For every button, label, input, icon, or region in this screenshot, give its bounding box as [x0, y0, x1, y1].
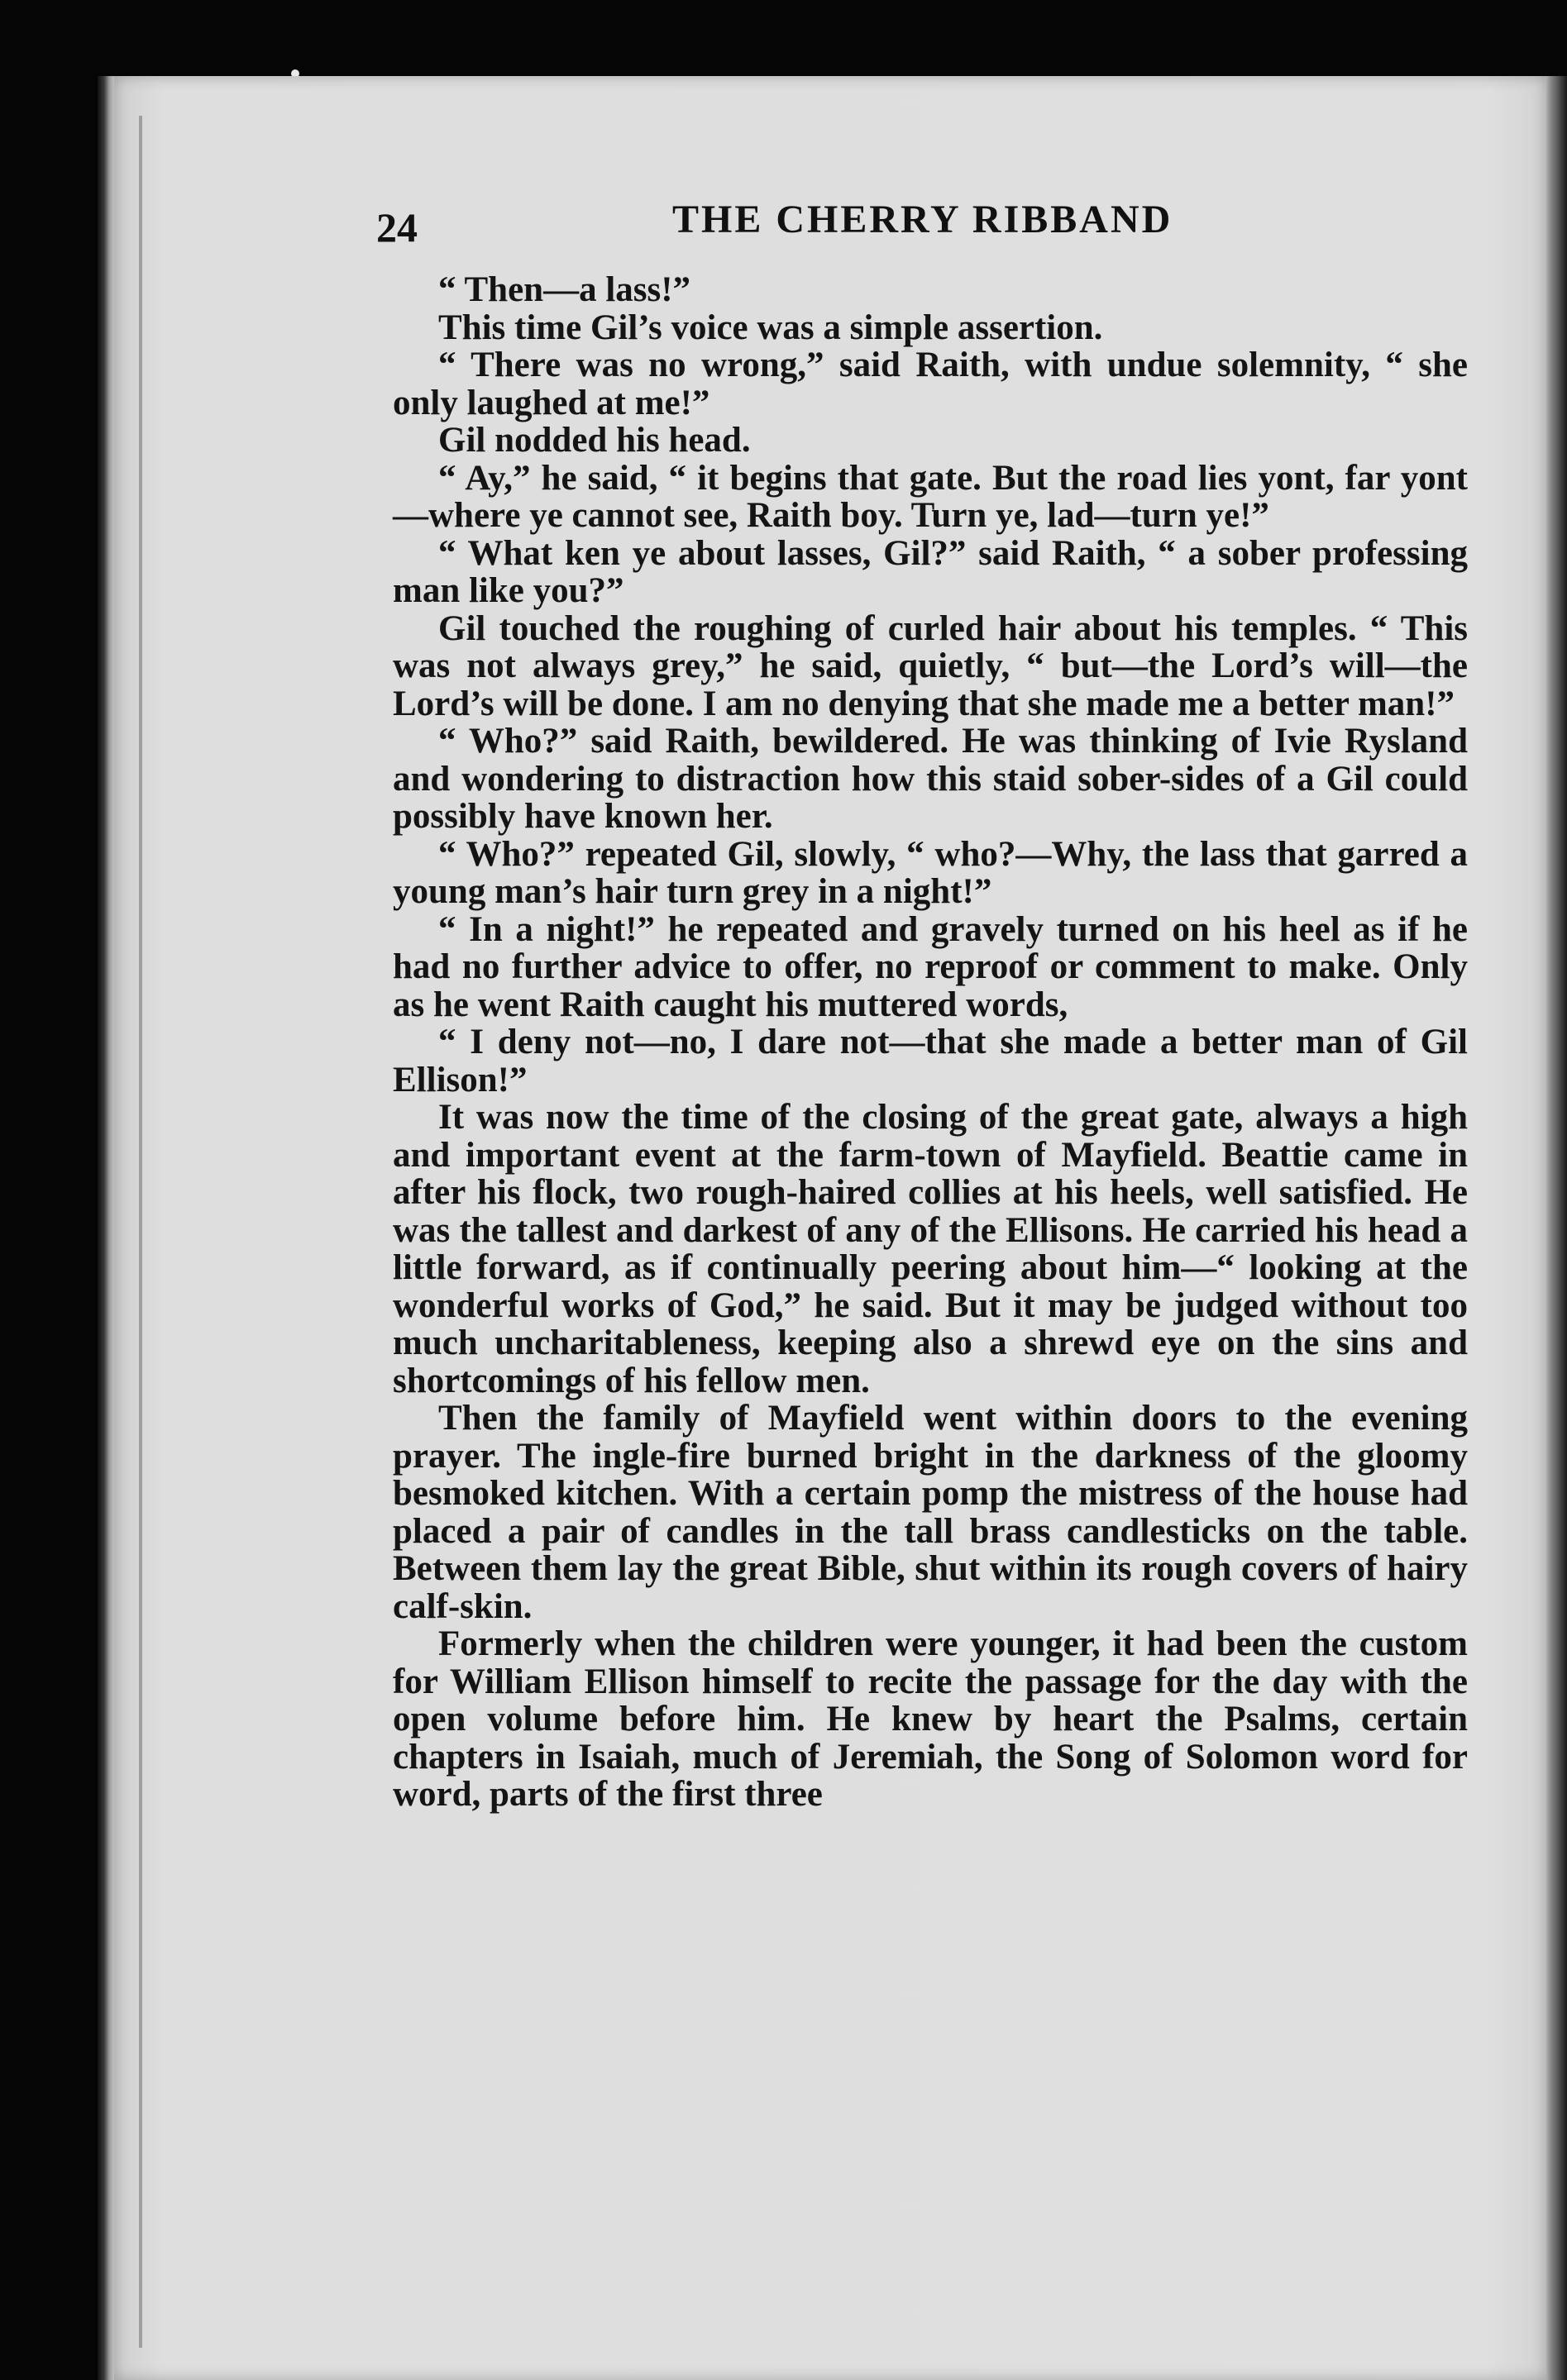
paragraph: “ There was no wrong,” said Raith, with undue solemnity, “ she only laughed at me!” — [393, 346, 1468, 422]
paragraph: “ Then—a lass!” — [438, 270, 691, 309]
binding-shadow-line — [139, 116, 142, 2348]
paragraph: “ In a night!” he repeated and gravely turned on his heel as if he had no further advice to offer, no reproof or comment to make. Only as he went Raith caught his muttered words, — [393, 909, 1468, 1024]
paragraph: “ What ken ye about lasses, Gil?” said Raith, “ a sober professing man like you?” — [393, 533, 1468, 610]
paragraph: Gil touched the roughing of curled hair about his temples. “ This was not always grey,” he said, quietly, “ but—the Lord’s will—the Lord’s will be done. I am no denying that she made me a better man!” — [393, 608, 1468, 723]
paragraph: “ Who?” repeated Gil, slowly, “ who?—Why, the lass that garred a young man’s hair turn grey in a night!” — [393, 834, 1468, 911]
body-text — [393, 271, 1468, 1814]
paragraph: “ Who?” said Raith, bewildered. He was thinking of Ivie Rysland and wondering to distraction how this staid sober-sides of a Gil could possibly have known her. — [393, 722, 1468, 836]
paragraph: This time Gil’s voice was a simple assertion. — [438, 308, 1103, 347]
page-number: 24 — [376, 204, 418, 250]
paragraph: Gil nodded his head. — [438, 421, 751, 460]
paragraph: Formerly when the children were younger, it had been the custom for William Ellison himself to recite the passage for the day with the open volume before him. He knew by heart the Psalms, certain chapters in Isaiah, much of Jeremiah, the Song of Solomon word for word, parts of the first three — [393, 1624, 1468, 1814]
paragraph: “ Ay,” he said, “ it begins that gate. But the road lies yont, far yont—where ye cannot see, Raith boy. Turn ye, lad—turn ye!” — [393, 458, 1468, 535]
paragraph: Then the family of Mayfield went within doors to the evening prayer. The ingle-fire burned bright in the darkness of the gloomy besmoked kitchen. With a certain pomp the mistress of the house had placed a pair of candles in the tall brass candlesticks on the table. Between them lay the great Bible, shut within its rough covers of hairy calf-skin. — [393, 1399, 1468, 1626]
paragraph: “ I deny not—no, I dare not—that she made a better man of Gil Ellison!” — [393, 1023, 1468, 1099]
running-head: THE CHERRY RIBBAND — [672, 198, 1173, 241]
page-header — [376, 188, 1464, 255]
paragraph: It was now the time of the closing of the great gate, always a high and important event at the farm-town of Mayfield. Beattie came in after his flock, two rough-haired collies at his heels, well satisfied. He was the tallest and darkest of any of the Ellisons. He carried his head a little forward, as if continually peering about him—“ looking at the wonderful works of God,” he said. But it may be judged without too much uncharitableness, keeping also a shrewd eye on the sins and shortcomings of his fellow men. — [393, 1098, 1468, 1400]
